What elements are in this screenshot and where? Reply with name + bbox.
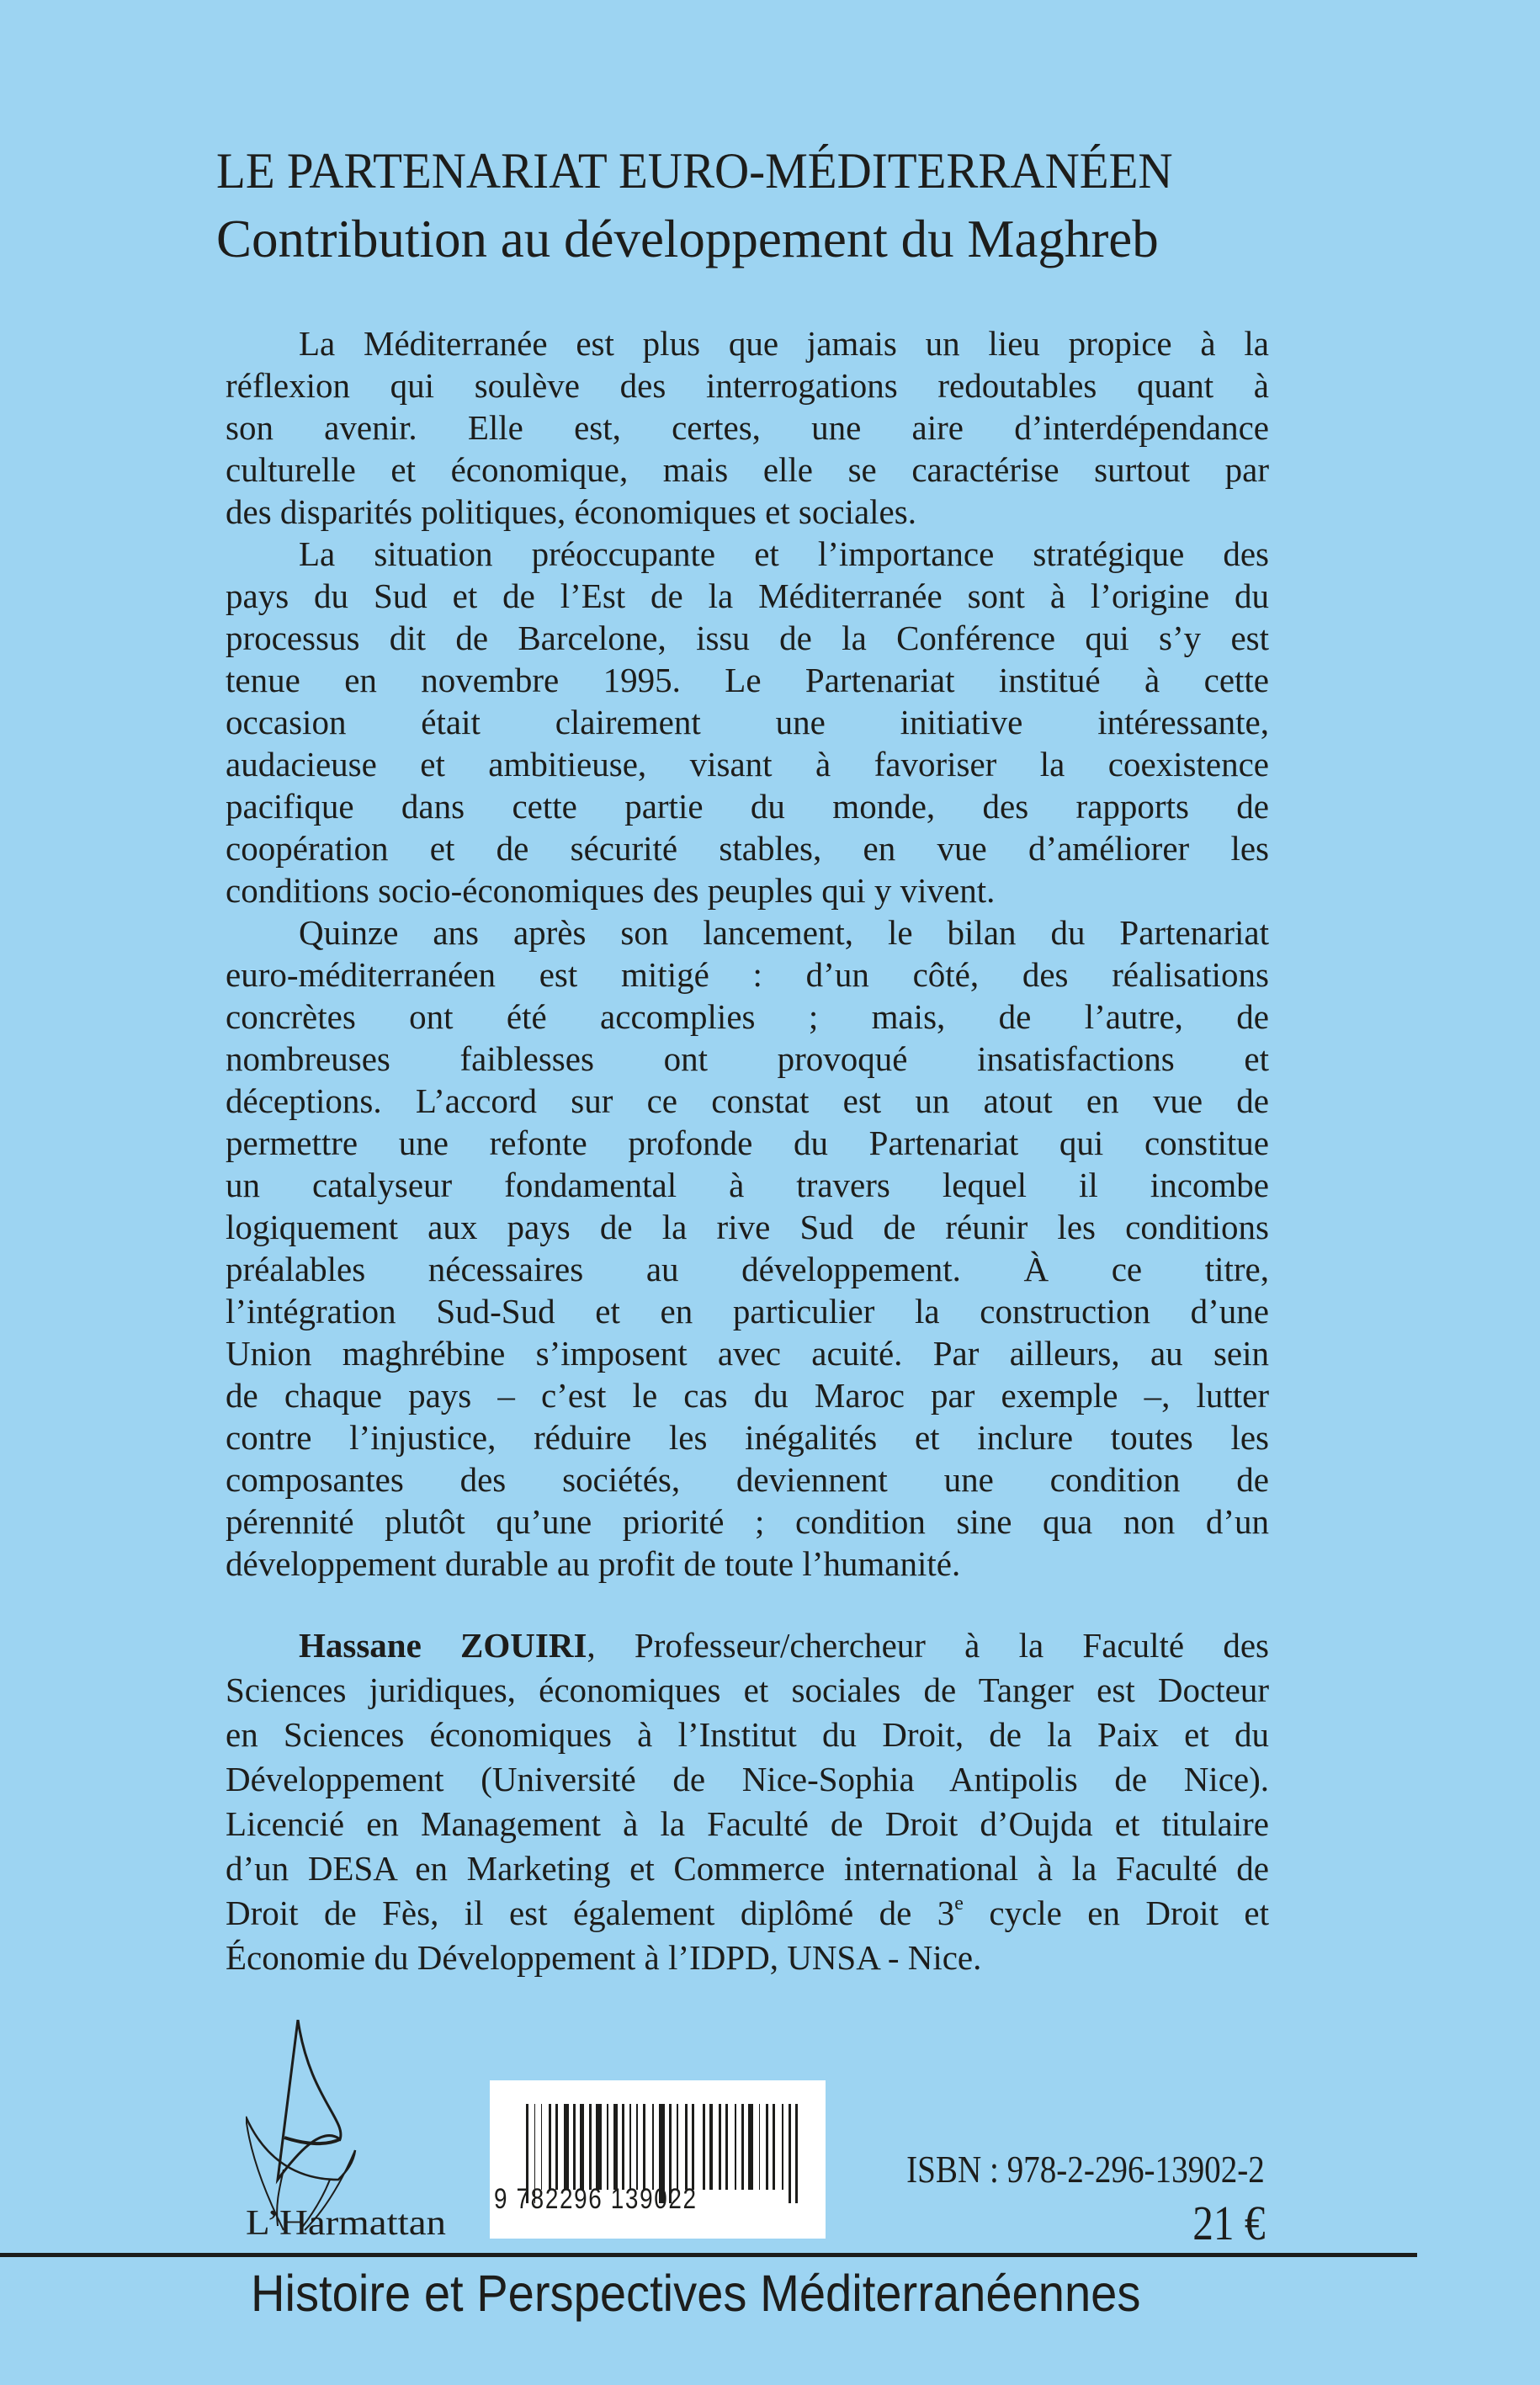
author-bio-text: cycle en Droit et <box>963 1894 1269 1932</box>
author-name: Hassane ZOUIRI <box>299 1626 587 1665</box>
barcode-bar <box>735 2104 736 2190</box>
barcode-bar <box>580 2104 584 2190</box>
author-bio-line: en Sciences économiques à l’Institut du Droit, de la Paix et du <box>226 1715 1269 1754</box>
divider <box>0 2253 1417 2257</box>
barcode-bar <box>719 2104 721 2190</box>
barcode-bar <box>541 2104 543 2190</box>
author-bio-text: , Professeur/chercheur à la Faculté des <box>587 1626 1269 1665</box>
blurb-line: composantes des sociétés, deviennent une condition de <box>226 1460 1269 1499</box>
blurb-line: pays du Sud et de l’Est de la Méditerranée sont à l’origine du <box>226 576 1269 615</box>
isbn: ISBN : 978-2-296-13902-2 <box>906 2148 1265 2191</box>
blurb-line: euro-méditerranéen est mitigé : d’un côté, des réalisations <box>226 955 1269 994</box>
barcode-bar <box>782 2104 783 2190</box>
superscript: e <box>954 1893 964 1915</box>
blurb-line: de chaque pays – c’est le cas du Maroc par exemple –, lutter <box>226 1376 1269 1415</box>
author-bio-line: Économie du Développement à l’IDPD, UNSA - Nice. <box>226 1938 982 1977</box>
blurb-line: logiquement aux pays de la rive Sud de réunir les conditions <box>226 1208 1269 1246</box>
blurb-line: audacieuse et ambitieuse, visant à favoriser la coexistence <box>226 745 1269 783</box>
barcode-bar <box>685 2104 688 2190</box>
barcode-bars <box>526 2104 797 2190</box>
blurb-line: La Méditerranée est plus que jamais un lieu propice à la <box>299 324 1269 363</box>
author-bio-line: Sciences juridiques, économiques et sociales de Tanger est Docteur <box>226 1671 1269 1709</box>
blurb-line: Union maghrébine s’imposent avec acuité. Par ailleurs, au sein <box>226 1334 1269 1373</box>
blurb-line: déceptions. L’accord sur ce constat est un atout en vue de <box>226 1081 1269 1120</box>
blurb-line: coopération et de sécurité stables, en vue d’améliorer les <box>226 829 1269 868</box>
barcode-bar <box>652 2104 654 2190</box>
barcode-bar <box>613 2104 618 2190</box>
barcode-bar <box>748 2104 753 2190</box>
blurb-line: concrètes ont été accomplies ; mais, de l’autre, de <box>226 997 1269 1036</box>
blurb-line: préalables nécessaires au développement. À ce titre, <box>226 1250 1269 1288</box>
barcode-bar <box>629 2104 631 2190</box>
blurb-line: conditions socio-économiques des peuples qui y vivent. <box>226 871 996 910</box>
barcode-bar <box>643 2104 645 2190</box>
barcode-bar <box>725 2104 728 2190</box>
barcode-bar <box>564 2104 569 2190</box>
blurb-line: son avenir. Elle est, certes, une aire d’interdépendance <box>226 408 1269 447</box>
blurb-line: pérennité plutôt qu’une priorité ; condition sine qua non d’un <box>226 1502 1269 1541</box>
barcode-bar <box>589 2104 592 2190</box>
barcode-bar <box>622 2104 624 2190</box>
barcode-bar <box>692 2104 694 2190</box>
barcode-bar <box>773 2104 775 2190</box>
barcode-bar <box>709 2104 714 2190</box>
blurb-line: un catalyseur fondamental à travers lequel il incombe <box>226 1166 1269 1204</box>
author-bio-text: Droit de Fès, il est également diplômé de 3 <box>226 1894 955 1932</box>
barcode-bar <box>607 2104 608 2190</box>
book-title: LE PARTENARIAT EURO-MÉDITERRANÉEN <box>216 143 1173 199</box>
barcode-bar <box>789 2104 791 2203</box>
publisher-logo-text: L’Harmattan <box>246 2204 446 2239</box>
author-bio-line: Développement (Université de Nice-Sophia Antipolis de Nice). <box>226 1760 1269 1798</box>
blurb-text <box>226 322 1269 1585</box>
author-bio-line <box>226 1623 1269 1668</box>
blurb-line: occasion était clairement une initiative intéressante, <box>226 703 1269 741</box>
barcode-bar <box>596 2104 601 2190</box>
blurb-line: développement durable au profit de toute l’humanité. <box>226 1544 961 1583</box>
blurb-line: tenue en novembre 1995. Le Partenariat institué à cette <box>226 661 1269 699</box>
barcode-digits: 9 782296 139022 <box>494 2183 698 2215</box>
book-subtitle: Contribution au développement du Maghreb <box>216 210 1159 268</box>
blurb-line: nombreuses faiblesses ont provoqué insatisfactions et <box>226 1039 1269 1078</box>
blurb-line: réflexion qui soulève des interrogations redoutables quant à <box>226 366 1269 405</box>
barcode-bar <box>555 2104 558 2190</box>
barcode-bar <box>759 2104 761 2190</box>
blurb-line: contre l’injustice, réduire les inégalités et inclure toutes les <box>226 1418 1269 1457</box>
blurb-line: processus dit de Barcelone, issu de la Conférence qui s’y est <box>226 619 1269 657</box>
author-bio-line: Licencié en Management à la Faculté de Droit d’Oujda et titulaire <box>226 1804 1269 1843</box>
author-bio <box>226 1623 1269 1980</box>
barcode <box>490 2080 826 2239</box>
barcode-bar <box>741 2104 744 2190</box>
price: 21 € <box>1192 2196 1265 2250</box>
blurb-line: l’intégration Sud-Sud et en particulier la construction d’une <box>226 1292 1269 1331</box>
barcode-bar <box>573 2104 576 2190</box>
blurb-line: des disparités politiques, économiques et sociales. <box>226 492 916 531</box>
series-name: Histoire et Perspectives Méditerranéennes <box>251 2265 1141 2322</box>
barcode-bar <box>795 2104 798 2203</box>
sailboat-logo-icon <box>246 2020 452 2239</box>
barcode-bar <box>703 2104 705 2190</box>
blurb-line: pacifique dans cette partie du monde, des rapports de <box>226 787 1269 826</box>
author-bio-line <box>226 1891 1269 1936</box>
blurb-line: Quinze ans après son lancement, le bilan du Partenariat <box>299 913 1269 952</box>
blurb-line: permettre une refonte profonde du Partenariat qui constitue <box>226 1123 1269 1162</box>
barcode-bar <box>549 2104 551 2190</box>
barcode-bar <box>677 2104 678 2190</box>
blurb-line: La situation préoccupante et l’importance stratégique des <box>299 534 1269 573</box>
barcode-bar <box>766 2104 768 2190</box>
blurb-line: culturelle et économique, mais elle se caractérise surtout par <box>226 450 1269 489</box>
barcode-bar <box>636 2104 638 2190</box>
author-bio-line: d’un DESA en Marketing et Commerce international à la Faculté de <box>226 1849 1269 1888</box>
